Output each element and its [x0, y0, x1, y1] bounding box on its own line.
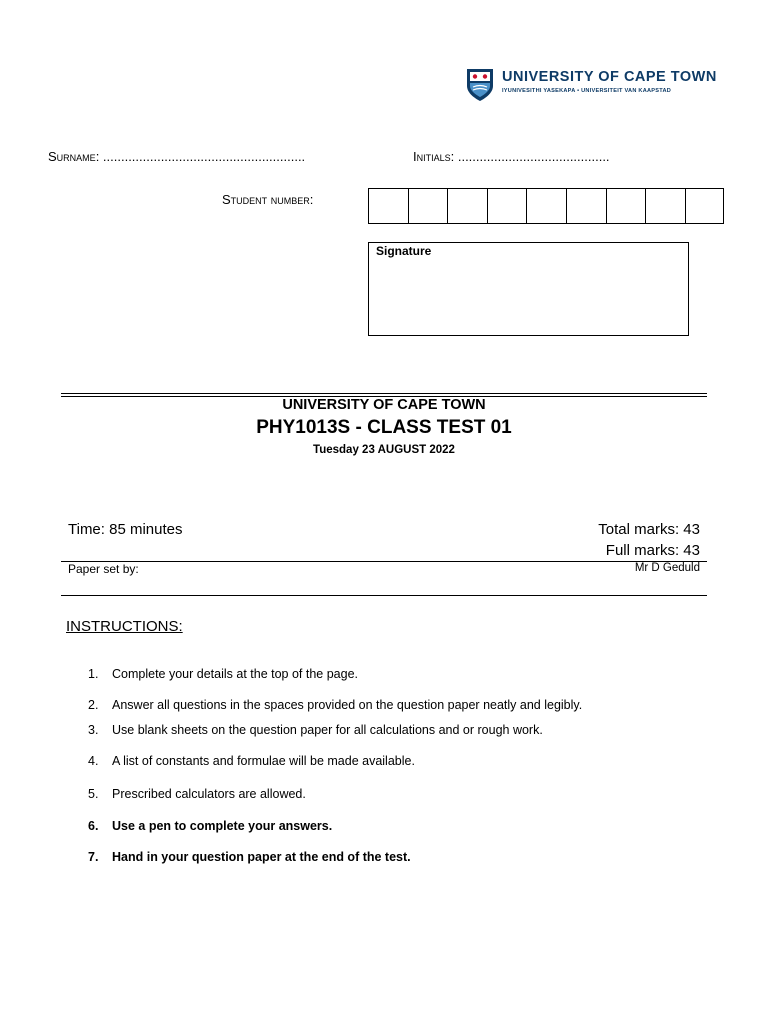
surname-dots: : ........................................................ — [95, 149, 306, 164]
divider-bottom — [61, 595, 707, 596]
time-allowed: Time: 85 minutes — [68, 521, 183, 538]
paper-set-by-label: Paper set by: — [68, 562, 139, 576]
list-item: 7. Hand in your question paper at the end of the test. — [88, 850, 411, 864]
course-title: PHY1013S - CLASS TEST 01 — [256, 417, 512, 438]
list-item: 2. Answer all questions in the spaces provided on the question paper neatly and legibly. — [88, 698, 583, 712]
list-item: 4. A list of constants and formulae will be made available. — [88, 754, 415, 768]
student-number-boxes[interactable] — [368, 188, 724, 224]
list-item: 6. Use a pen to complete your answers. — [88, 819, 333, 833]
student-number-label: Student number: — [222, 192, 314, 207]
instructions-heading: INSTRUCTIONS: — [66, 618, 183, 635]
student-number-digit-box[interactable] — [645, 188, 685, 224]
student-number-digit-box[interactable] — [408, 188, 448, 224]
university-name: UNIVERSITY OF CAPE TOWN — [282, 397, 486, 413]
initials-label: Initials — [413, 149, 451, 164]
student-number-digit-box[interactable] — [606, 188, 646, 224]
full-marks: Full marks: 43 — [605, 542, 700, 559]
divider-top-1 — [61, 393, 707, 394]
logo-subtitle: IYUNIVESITHI YASEKAPA • UNIVERSITEIT VAN KAAPSTAD — [502, 88, 672, 94]
divider-info — [61, 561, 707, 562]
student-number-digit-box[interactable] — [526, 188, 566, 224]
test-date: Tuesday 23 AUGUST 2022 — [313, 444, 455, 456]
student-number-digit-box[interactable] — [447, 188, 487, 224]
total-marks: Total marks: 43 — [598, 521, 700, 538]
surname-label: Surname — [48, 149, 96, 164]
list-item: 5. Prescribed calculators are allowed. — [88, 787, 306, 801]
student-number-digit-box[interactable] — [487, 188, 527, 224]
student-number-digit-box[interactable] — [566, 188, 606, 224]
list-item: 3. Use blank sheets on the question paper for all calculations and or rough work. — [88, 723, 543, 737]
signature-label: Signature — [376, 244, 432, 258]
initials-dots: : .......................................... — [450, 149, 610, 164]
paper-setter: Mr D Geduld — [634, 562, 700, 574]
surname-field[interactable] — [48, 149, 305, 164]
initials-field[interactable] — [413, 149, 610, 164]
student-number-digit-box[interactable] — [368, 188, 408, 224]
student-number-digit-box[interactable] — [685, 188, 725, 224]
signature-box[interactable] — [368, 242, 689, 336]
university-crest-icon — [466, 68, 494, 102]
university-logo — [466, 68, 717, 104]
list-item: 1. Complete your details at the top of the page. — [88, 667, 358, 681]
logo-title: UNIVERSITY OF CAPE TOWN — [502, 69, 717, 85]
